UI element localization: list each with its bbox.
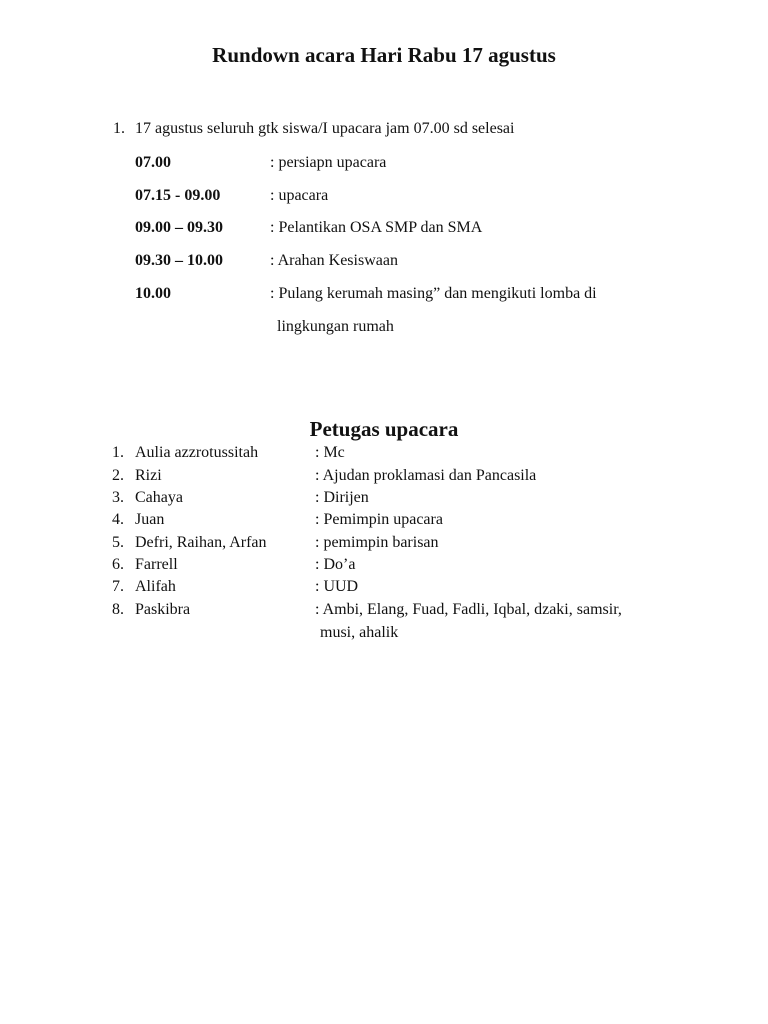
official-role: : Ajudan proklamasi dan Pancasila xyxy=(315,467,537,484)
schedule-row xyxy=(0,184,768,208)
official-number: 5. xyxy=(112,534,124,551)
official-number: 3. xyxy=(112,489,124,506)
official-role: : Pemimpin upacara xyxy=(315,511,443,528)
official-row xyxy=(0,554,768,576)
official-number: 4. xyxy=(112,511,124,528)
schedule-time: 09.30 – 10.00 xyxy=(135,252,223,269)
schedule-row xyxy=(0,151,768,175)
intro-item xyxy=(113,117,514,141)
official-name: Farrell xyxy=(135,556,178,573)
official-name: Aulia azzrotussitah xyxy=(135,444,259,461)
official-row xyxy=(0,532,768,554)
schedule-activity: : upacara xyxy=(270,187,329,204)
official-name: Cahaya xyxy=(135,489,183,506)
official-role: : pemimpin barisan xyxy=(315,534,439,551)
schedule-row xyxy=(0,216,768,240)
official-role: : UUD xyxy=(315,578,359,595)
schedule-activity: : Arahan Kesiswaan xyxy=(270,252,398,269)
intro-number: 1. xyxy=(113,120,125,137)
official-row xyxy=(0,509,768,531)
official-role: : Mc xyxy=(315,444,345,461)
schedule-continuation: lingkungan rumah xyxy=(277,318,394,335)
official-name: Rizi xyxy=(135,467,162,484)
schedule-time: 07.15 - 09.00 xyxy=(135,187,221,204)
official-row xyxy=(0,465,768,487)
official-row xyxy=(0,599,768,621)
schedule-activity: : Pulang kerumah masing” dan mengikuti lomba di xyxy=(270,285,597,302)
official-name: Paskibra xyxy=(135,601,191,618)
official-row xyxy=(0,487,768,509)
official-number: 8. xyxy=(112,601,124,618)
schedule-time: 07.00 xyxy=(135,154,171,171)
schedule-row xyxy=(0,282,768,306)
official-number: 7. xyxy=(112,578,124,595)
official-name: Defri, Raihan, Arfan xyxy=(135,534,267,551)
schedule-row xyxy=(0,249,768,273)
official-row xyxy=(0,576,768,598)
official-name: Juan xyxy=(135,511,165,528)
official-row xyxy=(0,442,768,464)
official-role: : Do’a xyxy=(315,556,356,573)
intro-text: 17 agustus seluruh gtk siswa/I upacara jam 07.00 sd selesai xyxy=(135,120,515,137)
schedule-activity: : Pelantikan OSA SMP dan SMA xyxy=(270,219,483,236)
officials-continuation: musi, ahalik xyxy=(320,624,399,641)
official-number: 6. xyxy=(112,556,124,573)
officials-title: Petugas upacara xyxy=(309,417,459,441)
official-number: 2. xyxy=(112,467,124,484)
official-role: : Dirijen xyxy=(315,489,369,506)
official-role: : Ambi, Elang, Fuad, Fadli, Iqbal, dzaki, samsir, xyxy=(315,601,622,618)
official-name: Alifah xyxy=(135,578,176,595)
schedule-time: 10.00 xyxy=(135,285,171,302)
schedule-time: 09.00 – 09.30 xyxy=(135,219,223,236)
official-number: 1. xyxy=(112,444,124,461)
page-title: Rundown acara Hari Rabu 17 agustus xyxy=(212,43,556,67)
schedule-activity: : persiapn upacara xyxy=(270,154,387,171)
